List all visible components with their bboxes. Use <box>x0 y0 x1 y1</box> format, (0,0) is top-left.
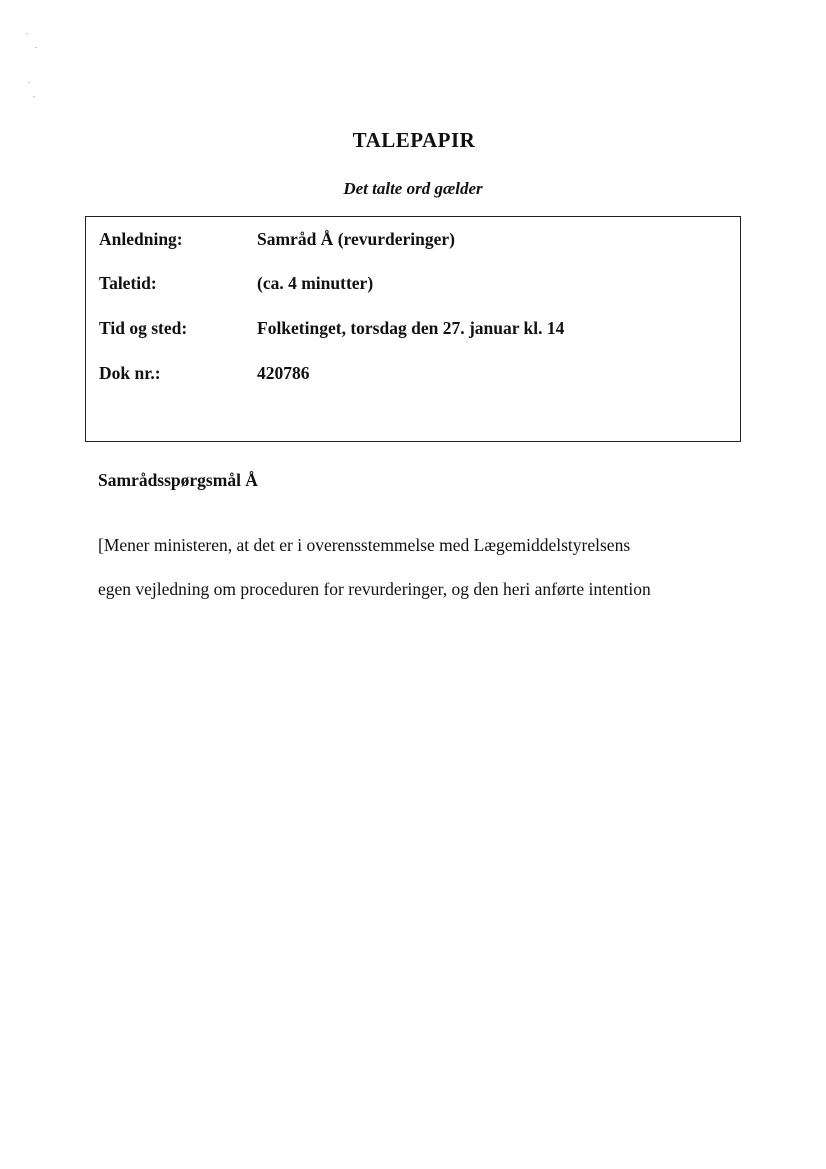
info-label: Taletid: <box>99 273 157 293</box>
document-subtitle: Det talte ord gælder <box>343 179 483 198</box>
info-box <box>85 216 741 442</box>
scan-speck <box>26 33 28 34</box>
info-value: Samråd Å (revurderinger) <box>257 229 455 249</box>
document-title: TALEPAPIR <box>352 128 476 152</box>
info-value: 420786 <box>257 363 310 383</box>
body-text-line: egen vejledning om proceduren for revurderinger, og den heri anførte intention <box>98 579 651 599</box>
info-label: Tid og sted: <box>99 318 188 338</box>
scan-speck <box>33 96 35 97</box>
info-value: Folketinget, torsdag den 27. januar kl. 14 <box>257 318 565 338</box>
info-label: Dok nr.: <box>99 363 161 383</box>
info-label: Anledning: <box>99 229 183 249</box>
body-text-line: [Mener ministeren, at det er i overensstemmelse med Lægemiddelstyrelsens <box>98 535 631 555</box>
scan-speck <box>28 82 30 83</box>
scan-speck <box>35 47 37 48</box>
info-value: (ca. 4 minutter) <box>257 273 374 293</box>
section-heading: Samrådsspørgsmål Å <box>98 470 258 490</box>
